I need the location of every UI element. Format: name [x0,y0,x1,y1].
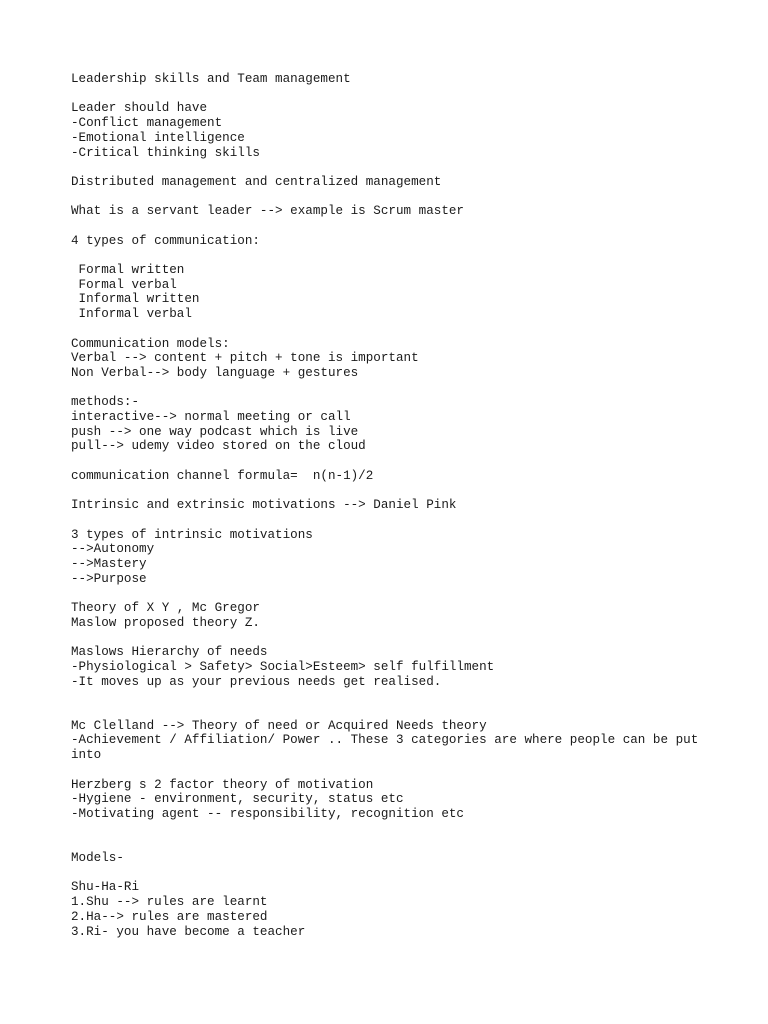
blank-line [71,586,711,601]
doc-line: 1.Shu --> rules are learnt [71,895,268,910]
doc-line: Informal written [71,292,200,307]
doc-line: 3 types of intrinsic motivations [71,527,313,542]
doc-line: -->Purpose [71,571,147,586]
blank-line [71,454,711,469]
doc-line: 3.Ri- you have become a teacher [71,924,306,939]
doc-line: push --> one way podcast which is live [71,424,359,439]
blank-line [71,866,711,881]
blank-line [71,689,711,704]
doc-line: Informal verbal [71,307,192,322]
doc-line: interactive--> normal meeting or call [71,410,351,425]
doc-line: Non Verbal--> body language + gestures [71,365,359,380]
doc-line: Models- [71,851,124,865]
blank-line [71,219,711,234]
doc-line: Formal written [71,263,185,278]
doc-line: 2.Ha--> rules are mastered [71,909,268,924]
blank-line [71,190,711,205]
doc-line: Intrinsic and extrinsic motivations --> Daniel Pink [71,498,457,513]
doc-line: Distributed management and centralized management [71,174,442,189]
doc-line: -Physiological > Safety> Social>Esteem> self fulfillment [71,659,495,674]
doc-line: -It moves up as your previous needs get realised. [71,674,442,689]
blank-line [71,160,711,175]
doc-line: Maslows Hierarchy of needs [71,645,268,660]
doc-line: -Motivating agent -- responsibility, recognition etc [71,806,464,821]
doc-line: Verbal --> content + pitch + tone is important [71,351,419,366]
doc-title: Leadership skills and Team management [71,72,351,86]
doc-line: -Achievement / Affiliation/ Power .. These 3 categories are where people can be put [71,733,699,748]
blank-line [71,381,711,396]
blank-line [71,484,711,499]
doc-line: Leader should have [71,101,208,116]
doc-line: pull--> udemy video stored on the cloud [71,439,366,454]
doc-line: Formal verbal [71,277,177,292]
blank-line [71,836,711,851]
blank-line [71,322,711,337]
doc-line: -Hygiene - environment, security, status etc [71,792,404,807]
blank-line [71,704,711,719]
doc-line: -Conflict management [71,116,223,131]
doc-line: Theory of X Y , Mc Gregor [71,601,260,616]
blank-line [71,248,711,263]
document-body [71,72,711,939]
doc-line: What is a servant leader --> example is Scrum master [71,204,464,219]
doc-line: -->Mastery [71,557,147,572]
doc-line: Communication models: [71,336,230,351]
blank-line [71,631,711,646]
doc-line: methods:- [71,395,140,410]
blank-line [71,513,711,528]
blank-line [71,763,711,778]
doc-line: into [71,748,102,763]
blank-line [71,87,711,102]
doc-line: communication channel formula= n(n-1)/2 [71,468,374,483]
doc-line: -Critical thinking skills [71,145,260,160]
doc-line: Herzberg s 2 factor theory of motivation [71,777,374,792]
doc-line: -Emotional intelligence [71,130,245,145]
blank-line [71,822,711,837]
doc-line: Mc Clelland --> Theory of need or Acquired Needs theory [71,718,487,733]
doc-line: Maslow proposed theory Z. [71,615,260,630]
doc-line: 4 types of communication: [71,233,260,248]
doc-line: Shu-Ha-Ri [71,880,140,895]
doc-line: -->Autonomy [71,542,155,557]
